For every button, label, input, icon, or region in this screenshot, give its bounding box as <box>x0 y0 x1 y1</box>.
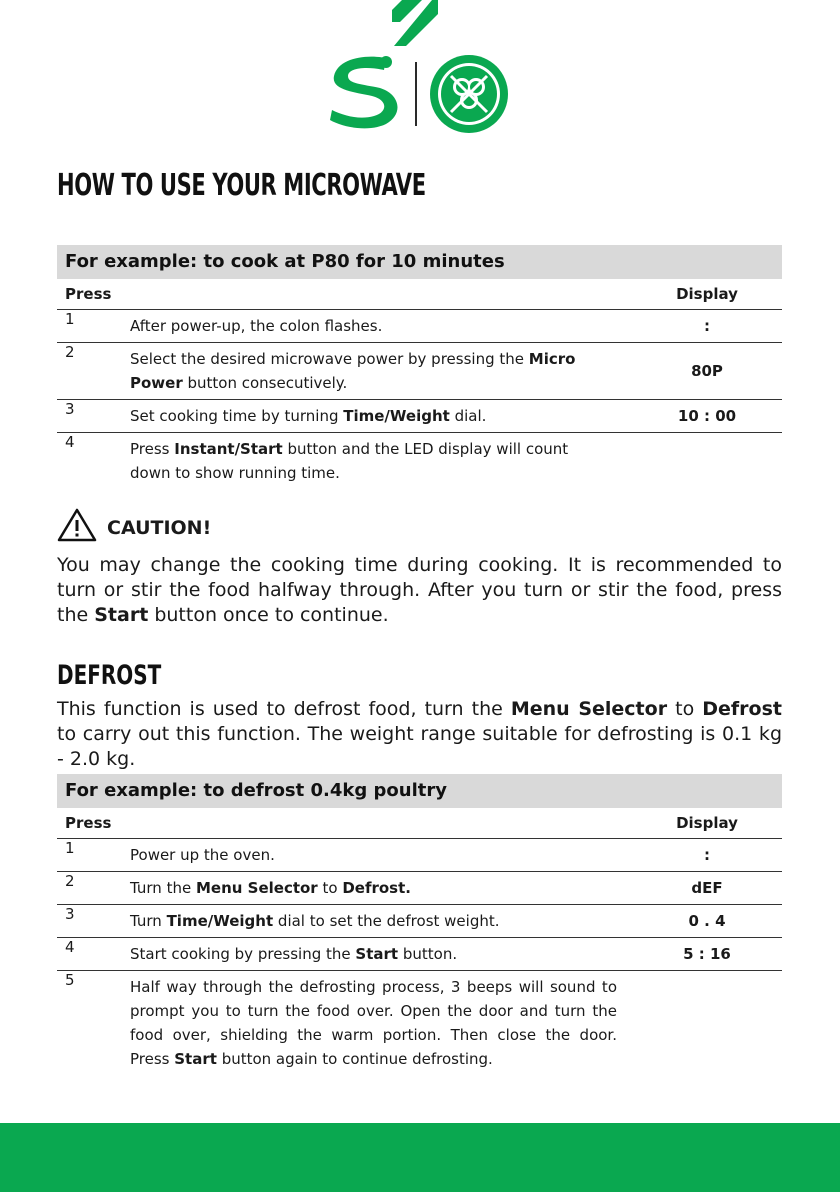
step-number: 2 <box>65 872 75 890</box>
step-text: Set cooking time by turning Time/Weight dial. <box>130 407 487 425</box>
step-display: 0 . 4 <box>688 912 726 930</box>
column-press: Press <box>65 814 112 832</box>
table-row <box>57 400 782 433</box>
step-display: dEF <box>691 879 723 897</box>
step-text: Press Instant/Start button and the LED display will count down to show running time. <box>130 440 569 482</box>
defrost-example-table <box>57 774 782 1075</box>
step-text: Turn the Menu Selector to Defrost. <box>130 879 411 897</box>
table-row <box>57 938 782 971</box>
celtic-crest-icon <box>429 54 509 134</box>
table-row <box>57 310 782 343</box>
column-press: Press <box>65 285 112 303</box>
step-display: 10 : 00 <box>677 407 737 425</box>
table-row <box>57 872 782 905</box>
caution-heading <box>57 508 211 542</box>
table-row <box>57 839 782 872</box>
cook-example-table <box>57 245 782 489</box>
step-text: Select the desired microwave power by pressing the Micro Power button consecutively. <box>130 350 576 392</box>
step-number: 2 <box>65 343 75 361</box>
step-text: Turn Time/Weight dial to set the defrost weight. <box>130 912 500 930</box>
column-display: Display <box>676 814 738 832</box>
table-row <box>57 971 782 1075</box>
swan-s-logo-icon <box>326 54 404 132</box>
table-row <box>57 905 782 938</box>
caution-text: You may change the cooking time during cooking. It is recommended to turn or stir the food halfway through. After you turn or stir the food, press the Start button once to continue. <box>57 554 782 626</box>
table-heading: For example: to defrost 0.4kg poultry <box>57 774 782 808</box>
step-display: : <box>704 846 710 864</box>
step-text: Half way through the defrosting process, 3 beeps will sound to prompt you to turn the food over. Open the door and turn the food over, shielding the warm portion. Then close the door. Press Start button again to continue defrosting. <box>130 978 617 1068</box>
step-display <box>632 433 782 489</box>
step-number: 4 <box>65 938 75 956</box>
step-display: 5 : 16 <box>683 945 731 963</box>
logo-divider <box>415 62 417 126</box>
step-display: : <box>704 317 710 335</box>
step-display: 80P <box>691 362 723 380</box>
caution-label: CAUTION! <box>107 517 212 539</box>
step-number: 1 <box>65 839 75 857</box>
step-text: After power-up, the colon flashes. <box>130 317 383 335</box>
table-column-header <box>57 279 782 310</box>
green-stripes-icon <box>392 0 438 46</box>
step-number: 4 <box>65 433 75 451</box>
table-row <box>57 433 782 489</box>
defrost-description: This function is used to defrost food, turn the Menu Selector to Defrost to carry out this function. The weight range suitable for defrosting is 0.1 kg - 2.0 kg. <box>57 698 782 770</box>
column-display: Display <box>676 285 738 303</box>
table-column-header <box>57 808 782 839</box>
defrost-heading: DEFROST <box>57 660 162 691</box>
step-number: 1 <box>65 310 75 328</box>
step-text: Power up the oven. <box>130 846 275 864</box>
brand-logos <box>0 0 840 140</box>
footer-bar <box>0 1123 840 1192</box>
warning-triangle-icon <box>57 508 97 542</box>
step-number: 3 <box>65 400 75 418</box>
step-text: Start cooking by pressing the Start button. <box>130 945 458 963</box>
step-number: 3 <box>65 905 75 923</box>
page-title: HOW TO USE YOUR MICROWAVE <box>57 168 426 203</box>
table-row <box>57 343 782 400</box>
table-heading: For example: to cook at P80 for 10 minutes <box>57 245 782 279</box>
step-number: 5 <box>65 971 75 989</box>
